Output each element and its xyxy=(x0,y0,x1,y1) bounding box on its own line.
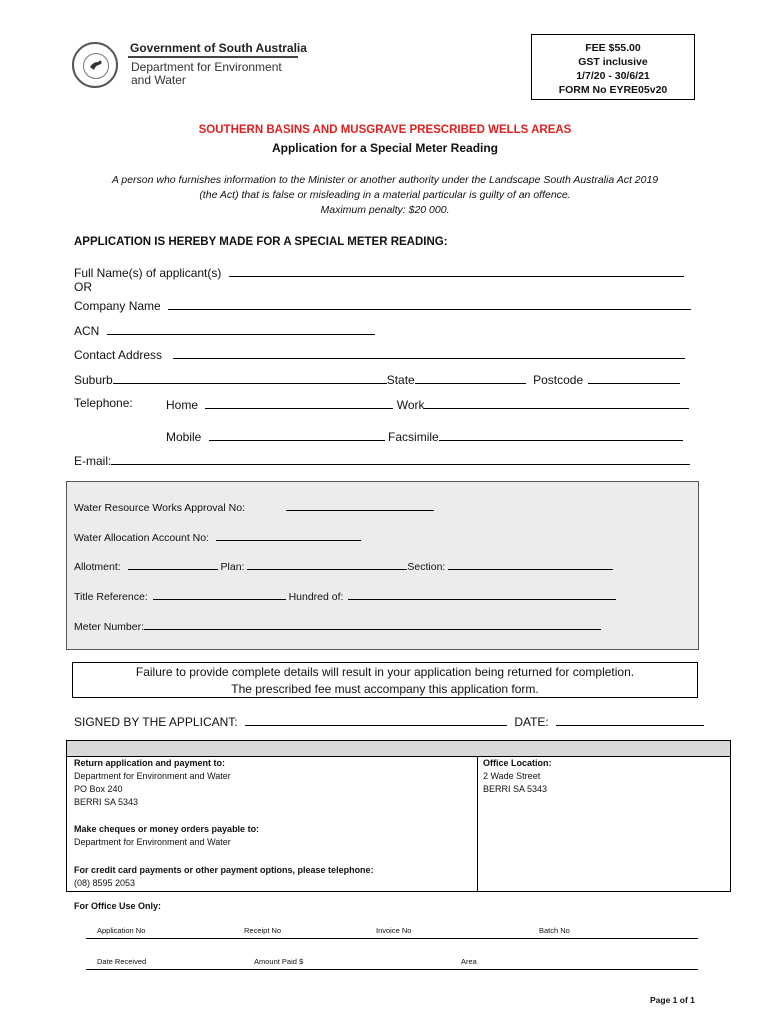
seal-inner-ring xyxy=(83,53,109,79)
date-received-label: Date Received xyxy=(97,957,147,966)
date-label: DATE: xyxy=(514,715,549,729)
or-label: OR xyxy=(74,280,92,294)
department-name xyxy=(131,61,291,87)
telephone-label: Telephone: xyxy=(74,396,133,410)
mobile-row xyxy=(166,428,683,444)
signed-label: SIGNED BY THE APPLICANT: xyxy=(74,715,238,729)
notice-box xyxy=(72,662,698,698)
title-reference-label: Title Reference: xyxy=(74,591,148,603)
allocation-label: Water Allocation Account No: xyxy=(74,532,210,544)
state-field[interactable] xyxy=(415,371,526,384)
work-phone-field[interactable] xyxy=(424,396,689,409)
notice-line1: Failure to provide complete details will result in your application being returned for completion. xyxy=(135,665,635,679)
home-phone-field[interactable] xyxy=(205,396,393,409)
full-name-field[interactable] xyxy=(229,264,684,277)
form-number: FORM No EYRE05v20 xyxy=(558,84,668,96)
office-location-heading: Office Location: xyxy=(483,758,552,768)
acn-label: ACN xyxy=(74,324,100,338)
fee-amount: FEE $55.00 xyxy=(585,42,641,54)
office-location-line1: 2 Wade Street xyxy=(483,771,541,781)
title-reference-field[interactable] xyxy=(153,589,286,600)
batch-no-label: Batch No xyxy=(539,926,570,935)
page-number: Page 1 of 1 xyxy=(650,995,695,1005)
home-phone-row xyxy=(166,396,689,412)
contact-table-divider xyxy=(477,756,478,892)
acn-field[interactable] xyxy=(107,322,375,335)
department-name-line2: and Water xyxy=(131,73,186,87)
fax-field[interactable] xyxy=(439,428,683,441)
mobile-label: Mobile xyxy=(166,430,202,444)
company-label: Company Name xyxy=(74,299,161,313)
acn-row xyxy=(74,322,375,338)
notice-line2: The prescribed fee must accompany this application form. xyxy=(231,682,539,696)
work-label: Work xyxy=(396,398,425,412)
office-location-info xyxy=(483,757,552,796)
meter-number-row xyxy=(74,619,601,633)
cheque-heading: Make cheques or money orders payable to: xyxy=(74,824,260,834)
approval-label: Water Resource Works Approval No: xyxy=(74,502,245,514)
date-field[interactable] xyxy=(556,713,704,726)
credit-heading: For credit card payments or other payment options, please telephone: xyxy=(74,865,374,875)
allotment-label: Allotment: xyxy=(74,561,121,573)
return-line2: PO Box 240 xyxy=(74,784,123,794)
approval-field[interactable] xyxy=(286,500,434,511)
email-row xyxy=(74,452,690,468)
meter-number-label: Meter Number: xyxy=(74,621,145,633)
fax-label: Facsimile xyxy=(388,430,439,444)
contact-table-header-bar xyxy=(67,741,730,757)
credit-phone: (08) 8595 2053 xyxy=(74,878,136,888)
fee-box xyxy=(531,34,695,100)
fee-gst: GST inclusive xyxy=(578,56,648,68)
contact-address-label: Contact Address xyxy=(74,348,163,362)
company-row xyxy=(74,297,691,313)
form-area-title: SOUTHERN BASINS AND MUSGRAVE PRESCRIBED WELLS AREAS xyxy=(198,124,572,136)
suburb-row xyxy=(74,371,680,387)
fee-period: 1/7/20 - 30/6/21 xyxy=(576,70,650,82)
area-label: Area xyxy=(461,957,477,966)
cheque-payee: Department for Environment and Water xyxy=(74,837,231,847)
home-label: Home xyxy=(166,398,199,412)
allotment-field[interactable] xyxy=(128,559,218,570)
return-heading: Return application and payment to: xyxy=(74,758,226,768)
form-title: Application for a Special Meter Reading xyxy=(271,141,499,155)
section-field[interactable] xyxy=(448,559,613,570)
state-seal-logo xyxy=(72,42,118,88)
office-use-line1 xyxy=(86,938,698,939)
approval-row xyxy=(74,500,434,514)
meter-number-field[interactable] xyxy=(144,619,601,630)
return-line1: Department for Environment and Water xyxy=(74,771,231,781)
receipt-no-label: Receipt No xyxy=(244,926,282,935)
full-name-label: Full Name(s) of applicant(s) xyxy=(74,266,222,280)
return-line3: BERRI SA 5343 xyxy=(74,797,139,807)
credit-info xyxy=(74,864,374,890)
company-name-field[interactable] xyxy=(168,297,691,310)
hundred-field[interactable] xyxy=(348,589,616,600)
plan-field[interactable] xyxy=(247,559,407,570)
state-label: State xyxy=(386,373,415,387)
office-use-heading: For Office Use Only: xyxy=(74,901,162,911)
cheque-info xyxy=(74,823,259,849)
email-label: E-mail: xyxy=(74,454,112,468)
allotment-row xyxy=(74,559,613,573)
legal-warning xyxy=(60,173,710,218)
section-label: Section: xyxy=(407,561,446,573)
postcode-field[interactable] xyxy=(588,371,680,384)
office-use-line2 xyxy=(86,969,698,970)
mobile-field[interactable] xyxy=(209,428,385,441)
full-name-row xyxy=(74,264,684,280)
email-field[interactable] xyxy=(111,452,690,465)
allocation-row xyxy=(74,530,361,544)
government-name: Government of South Australia xyxy=(130,41,307,55)
piping-shrike-icon xyxy=(87,56,105,74)
return-info xyxy=(74,757,231,809)
suburb-label: Suburb xyxy=(74,373,113,387)
application-no-label: Application No xyxy=(97,926,146,935)
hundred-label: Hundred of: xyxy=(288,591,344,603)
department-name-line1: Department for Environment xyxy=(131,60,282,74)
office-location-line2: BERRI SA 5343 xyxy=(483,784,548,794)
allocation-field[interactable] xyxy=(216,530,361,541)
logo-divider xyxy=(128,56,298,58)
suburb-field[interactable] xyxy=(113,371,387,384)
section-heading: APPLICATION IS HEREBY MADE FOR A SPECIAL METER READING: xyxy=(74,236,448,248)
contact-address-row xyxy=(74,346,685,362)
invoice-no-label: Invoice No xyxy=(376,926,412,935)
warning-line3: Maximum penalty: $20 000. xyxy=(320,204,450,216)
signature-field[interactable] xyxy=(245,713,507,726)
warning-line2: (the Act) that is false or misleading in a material particular is guilty of an offence. xyxy=(199,189,571,201)
plan-label: Plan: xyxy=(220,561,245,573)
contact-address-field[interactable] xyxy=(173,346,685,359)
amount-paid-label: Amount Paid $ xyxy=(254,957,304,966)
warning-line1: A person who furnishes information to the Minister or another authority under the Landscape South Australia Act 2019 xyxy=(111,174,659,186)
signature-row xyxy=(74,713,704,729)
title-reference-row xyxy=(74,589,616,603)
postcode-label: Postcode xyxy=(533,373,584,387)
